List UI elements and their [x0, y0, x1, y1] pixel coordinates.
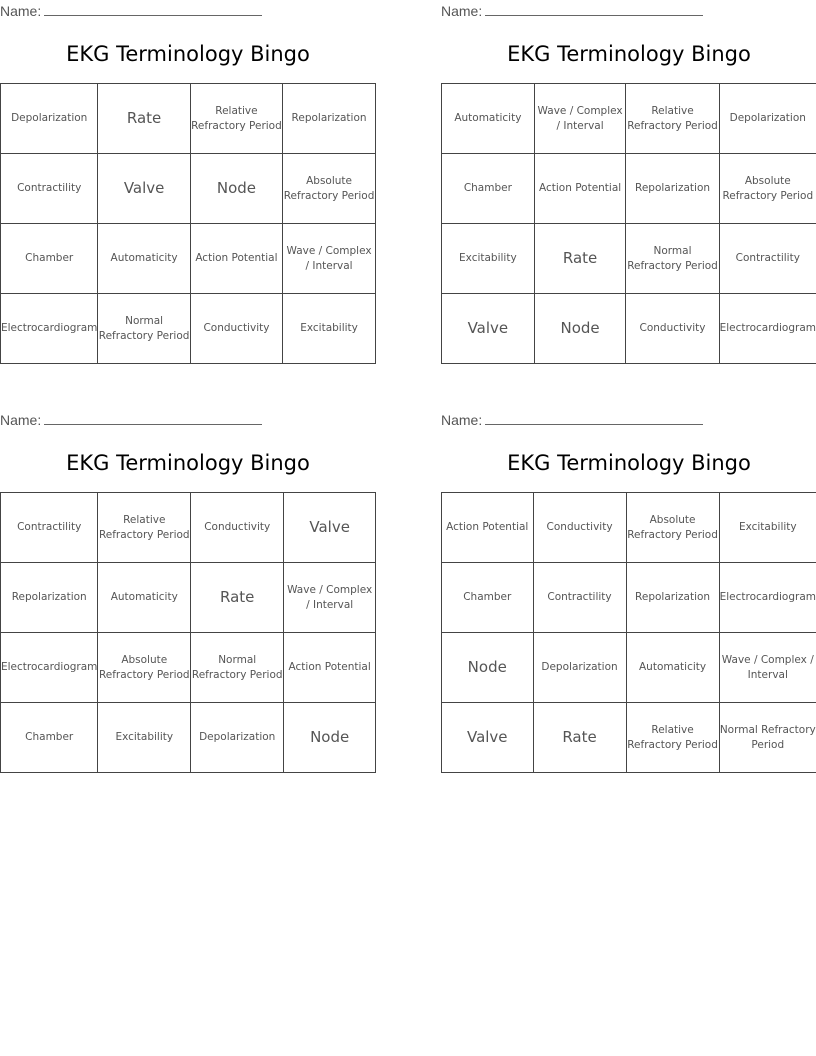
bingo-cell[interactable]: Repolarization — [1, 563, 98, 633]
bingo-cell[interactable]: Normal Refractory Period — [626, 224, 719, 294]
bingo-cell[interactable]: Conductivity — [533, 493, 626, 563]
bingo-cell[interactable]: Automaticity — [442, 84, 535, 154]
bingo-cell[interactable]: Repolarization — [626, 154, 719, 224]
bingo-cell[interactable]: Relative Refractory Period — [626, 703, 719, 773]
bingo-cell[interactable]: Absolute Refractory Period — [626, 493, 719, 563]
bingo-cell[interactable]: Automaticity — [98, 224, 190, 294]
bingo-cell[interactable]: Contractility — [533, 563, 626, 633]
bingo-cell[interactable]: Wave / Complex / Interval — [534, 84, 626, 154]
card-title: EKG Terminology Bingo — [507, 451, 751, 475]
bingo-cell[interactable]: Rate — [191, 563, 284, 633]
bingo-cell[interactable]: Conductivity — [626, 294, 719, 364]
bingo-cell[interactable]: Valve — [98, 154, 190, 224]
bingo-cell[interactable]: Normal Refractory Period — [191, 633, 284, 703]
bingo-cell[interactable]: Valve — [442, 703, 534, 773]
bingo-cell[interactable]: Wave / Complex / Interval — [284, 563, 376, 633]
bingo-cell[interactable]: Wave / Complex / Interval — [719, 633, 816, 703]
bingo-cell[interactable]: Contractility — [1, 493, 98, 563]
bingo-cell[interactable]: Conductivity — [190, 294, 282, 364]
bingo-cell[interactable]: Excitability — [719, 493, 816, 563]
name-label: Name: — [441, 3, 483, 19]
card-title: EKG Terminology Bingo — [66, 42, 310, 66]
bingo-cell[interactable]: Chamber — [442, 154, 535, 224]
bingo-cell[interactable]: Rate — [533, 703, 626, 773]
bingo-cell[interactable]: Action Potential — [190, 224, 282, 294]
bingo-cell[interactable]: Excitability — [283, 294, 376, 364]
bingo-cell[interactable]: Action Potential — [534, 154, 626, 224]
name-blank[interactable] — [485, 411, 703, 425]
bingo-cell[interactable]: Node — [190, 154, 282, 224]
bingo-cell[interactable]: Valve — [442, 294, 535, 364]
bingo-cell[interactable]: Excitability — [442, 224, 535, 294]
bingo-cell[interactable]: Contractility — [719, 224, 816, 294]
name-blank[interactable] — [44, 411, 262, 425]
name-label: Name: — [0, 3, 42, 19]
bingo-cell[interactable]: Rate — [534, 224, 626, 294]
bingo-grid — [0, 83, 376, 364]
bingo-grid — [441, 83, 816, 364]
bingo-cell[interactable]: Electrocardiogram — [1, 294, 98, 364]
bingo-cell[interactable]: Normal Refractory Period — [98, 294, 190, 364]
bingo-cell[interactable]: Depolarization — [191, 703, 284, 773]
name-label: Name: — [0, 412, 42, 428]
bingo-cell[interactable]: Action Potential — [442, 493, 534, 563]
bingo-cell[interactable]: Action Potential — [284, 633, 376, 703]
bingo-cell[interactable]: Electrocardiogram — [719, 563, 816, 633]
bingo-cell[interactable]: Automaticity — [98, 563, 191, 633]
bingo-cell[interactable]: Rate — [98, 84, 190, 154]
bingo-cell[interactable]: Normal Refractory Period — [719, 703, 816, 773]
bingo-cell[interactable]: Electrocardiogram — [719, 294, 816, 364]
bingo-cell[interactable]: Contractility — [1, 154, 98, 224]
bingo-cell[interactable]: Depolarization — [533, 633, 626, 703]
bingo-grid — [0, 492, 376, 773]
bingo-cell[interactable]: Conductivity — [191, 493, 284, 563]
bingo-cell[interactable]: Relative Refractory Period — [98, 493, 191, 563]
card-title: EKG Terminology Bingo — [507, 42, 751, 66]
card-title: EKG Terminology Bingo — [66, 451, 310, 475]
bingo-cell[interactable]: Absolute Refractory Period — [719, 154, 816, 224]
bingo-cell[interactable]: Chamber — [442, 563, 534, 633]
bingo-cell[interactable]: Automaticity — [626, 633, 719, 703]
bingo-cell[interactable]: Node — [534, 294, 626, 364]
bingo-cell[interactable]: Electrocardiogram — [1, 633, 98, 703]
bingo-cell[interactable]: Chamber — [1, 224, 98, 294]
name-field[interactable] — [0, 2, 262, 19]
bingo-cell[interactable]: Repolarization — [283, 84, 376, 154]
bingo-cell[interactable]: Absolute Refractory Period — [283, 154, 376, 224]
name-label: Name: — [441, 412, 483, 428]
bingo-cell[interactable]: Valve — [284, 493, 376, 563]
bingo-cell[interactable]: Chamber — [1, 703, 98, 773]
bingo-cell[interactable]: Excitability — [98, 703, 191, 773]
bingo-cell[interactable]: Repolarization — [626, 563, 719, 633]
name-blank[interactable] — [485, 2, 703, 16]
bingo-cell[interactable]: Absolute Refractory Period — [98, 633, 191, 703]
bingo-grid — [441, 492, 816, 773]
bingo-cell[interactable]: Node — [442, 633, 534, 703]
name-field[interactable] — [441, 2, 703, 19]
bingo-cell[interactable]: Depolarization — [719, 84, 816, 154]
bingo-cell[interactable]: Relative Refractory Period — [190, 84, 282, 154]
name-field[interactable] — [0, 411, 262, 428]
bingo-cell[interactable]: Depolarization — [1, 84, 98, 154]
bingo-cell[interactable]: Wave / Complex / Interval — [283, 224, 376, 294]
bingo-cell[interactable]: Relative Refractory Period — [626, 84, 719, 154]
bingo-cell[interactable]: Node — [284, 703, 376, 773]
name-blank[interactable] — [44, 2, 262, 16]
name-field[interactable] — [441, 411, 703, 428]
